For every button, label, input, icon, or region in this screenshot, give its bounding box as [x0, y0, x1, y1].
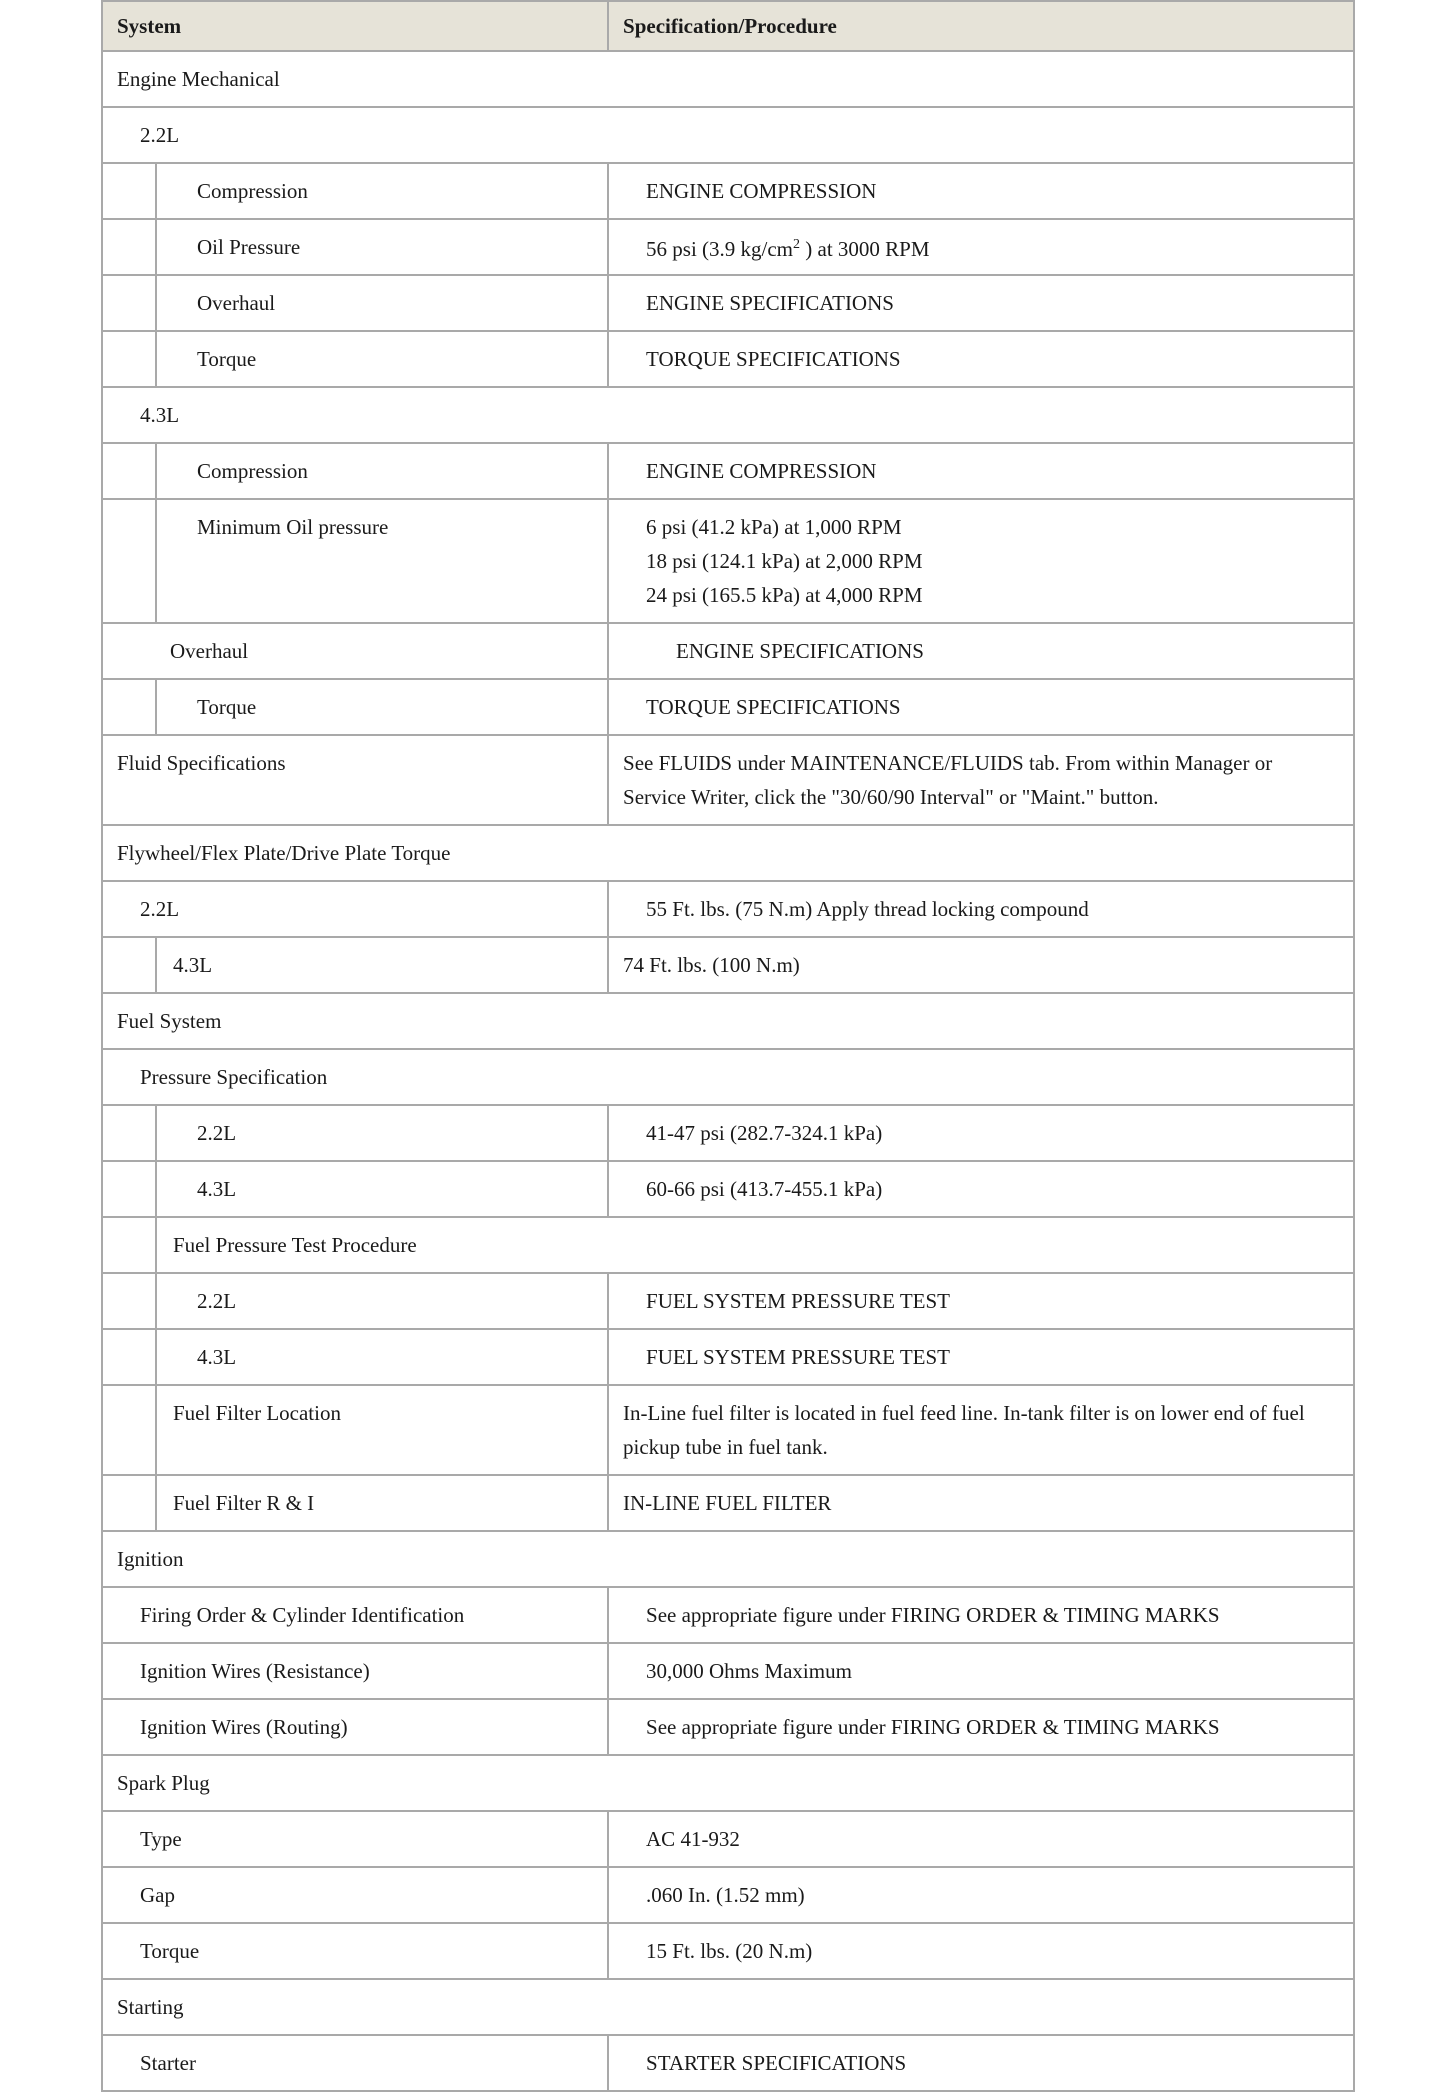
row-value — [608, 1587, 1354, 1643]
section-spark-plug — [102, 1755, 1354, 1811]
table-row — [102, 679, 1354, 735]
cell-text: Specification/Procedure — [623, 14, 837, 38]
row-value — [608, 881, 1354, 937]
row-value — [608, 937, 1354, 993]
subsection-4-3l — [102, 387, 1354, 443]
row-label — [156, 219, 608, 275]
cell-text: 74 Ft. lbs. (100 N.m) — [623, 953, 800, 977]
row-value — [608, 1161, 1354, 1217]
header-system — [102, 1, 608, 51]
indent-cell — [102, 499, 156, 623]
indent-cell — [102, 331, 156, 387]
row-label — [156, 163, 608, 219]
cell-text: AC 41-932 — [646, 1827, 740, 1851]
row-label — [156, 1329, 608, 1385]
cell-text: Fuel System — [117, 1009, 222, 1033]
row-label — [102, 881, 608, 937]
row-value — [608, 219, 1354, 275]
section-row — [102, 1755, 1354, 1811]
cell-text: See appropriate figure under FIRING ORDER & TIMING MARKS — [646, 1715, 1220, 1739]
section-starting — [102, 1979, 1354, 2035]
indent-cell — [102, 1475, 156, 1531]
cell-text: TORQUE SPECIFICATIONS — [646, 347, 901, 371]
cell-text: 41-47 psi (282.7-324.1 kPa) — [646, 1121, 883, 1145]
section-ignition — [102, 1531, 1354, 1587]
row-value — [608, 499, 1354, 623]
min-oil-line: 24 psi (165.5 kPa) at 4,000 RPM — [646, 583, 923, 607]
table-row — [102, 1643, 1354, 1699]
row-value — [608, 1867, 1354, 1923]
row-value — [608, 443, 1354, 499]
indent-cell — [102, 1385, 156, 1475]
cell-text: 2.2L — [197, 1121, 237, 1145]
cell-text: IN-LINE FUEL FILTER — [623, 1491, 832, 1515]
superscript: 2 — [793, 237, 801, 252]
cell-text: ENGINE COMPRESSION — [646, 459, 877, 483]
cell-text: ENGINE SPECIFICATIONS — [676, 639, 924, 663]
table-row — [102, 331, 1354, 387]
row-label — [102, 1923, 608, 1979]
table-row — [102, 1385, 1354, 1475]
section-row — [102, 51, 1354, 107]
cell-text: See FLUIDS under MAINTENANCE/FLUIDS tab. From within Manager or Service Writer, click the "30/60/90 Interval" or "Maint." button. — [623, 751, 1273, 809]
cell-text: See appropriate figure under FIRING ORDER & TIMING MARKS — [646, 1603, 1220, 1627]
subsection-row — [102, 1049, 1354, 1105]
table-row — [102, 1587, 1354, 1643]
cell-text: 30,000 Ohms Maximum — [646, 1659, 852, 1683]
section-row — [102, 1979, 1354, 2035]
section-row — [102, 825, 1354, 881]
row-value — [608, 1273, 1354, 1329]
row-label — [156, 499, 608, 623]
cell-text: 60-66 psi (413.7-455.1 kPa) — [646, 1177, 883, 1201]
min-oil-line: 6 psi (41.2 kPa) at 1,000 RPM — [646, 515, 902, 539]
row-label — [102, 1699, 608, 1755]
cell-text: Starter — [140, 2051, 196, 2075]
table-row — [102, 881, 1354, 937]
row-value — [608, 679, 1354, 735]
oil-pressure-suffix: ) at 3000 RPM — [800, 237, 930, 261]
cell-text: Torque — [197, 695, 257, 719]
table-row — [102, 443, 1354, 499]
table-row — [102, 1329, 1354, 1385]
cell-text: ENGINE COMPRESSION — [646, 179, 877, 203]
table-row — [102, 2035, 1354, 2091]
cell-text: Fuel Filter Location — [173, 1401, 341, 1425]
cell-text: 4.3L — [197, 1345, 237, 1369]
cell-text: Fuel Filter R & I — [173, 1491, 315, 1515]
cell-text: Ignition Wires (Resistance) — [140, 1659, 370, 1683]
row-label — [102, 1811, 608, 1867]
row-value — [608, 163, 1354, 219]
cell-text: FUEL SYSTEM PRESSURE TEST — [646, 1289, 950, 1313]
cell-text: Starting — [117, 1995, 184, 2019]
table-row — [102, 1867, 1354, 1923]
row-value — [608, 2035, 1354, 2091]
cell-text: Gap — [140, 1883, 175, 1907]
row-label — [102, 1867, 608, 1923]
table-row — [102, 163, 1354, 219]
indent-cell — [102, 1105, 156, 1161]
cell-text: Torque — [197, 347, 257, 371]
row-label — [156, 1385, 608, 1475]
row-label — [102, 1643, 608, 1699]
indent-cell — [102, 443, 156, 499]
cell-text: Ignition — [117, 1547, 184, 1571]
table-row — [102, 1475, 1354, 1531]
cell-text: STARTER SPECIFICATIONS — [646, 2051, 907, 2075]
row-label — [156, 443, 608, 499]
subsection-row — [102, 1217, 1354, 1273]
row-value — [608, 1385, 1354, 1475]
row-label — [156, 679, 608, 735]
subsection-test-procedure — [156, 1217, 1354, 1273]
cell-text: Compression — [197, 179, 308, 203]
cell-text: Type — [140, 1827, 182, 1851]
cell-text: Oil Pressure — [197, 235, 301, 259]
cell-text: 4.3L — [173, 953, 213, 977]
indent-cell — [102, 1329, 156, 1385]
cell-text: Flywheel/Flex Plate/Drive Plate Torque — [117, 841, 451, 865]
row-label — [156, 331, 608, 387]
cell-text: 4.3L — [140, 403, 180, 427]
subsection-row — [102, 387, 1354, 443]
subsection-row — [102, 107, 1354, 163]
cell-text: Overhaul — [170, 639, 249, 663]
row-label — [156, 937, 608, 993]
table-row — [102, 1105, 1354, 1161]
cell-text: 2.2L — [140, 897, 180, 921]
cell-text: Pressure Specification — [140, 1065, 328, 1089]
row-value — [608, 1699, 1354, 1755]
row-label — [156, 1475, 608, 1531]
row-value — [608, 331, 1354, 387]
cell-text: Overhaul — [197, 291, 276, 315]
cell-text: Firing Order & Cylinder Identification — [140, 1603, 465, 1627]
cell-text: 4.3L — [197, 1177, 237, 1201]
row-value — [608, 1475, 1354, 1531]
spec-table — [101, 0, 1355, 2092]
cell-text: Compression — [197, 459, 308, 483]
cell-text: Fuel Pressure Test Procedure — [173, 1233, 417, 1257]
row-label — [102, 1587, 608, 1643]
row-label — [156, 275, 608, 331]
indent-cell — [102, 937, 156, 993]
table-row — [102, 1811, 1354, 1867]
cell-text: Ignition Wires (Routing) — [140, 1715, 348, 1739]
cell-text: Fluid Specifications — [117, 751, 286, 775]
table-row — [102, 275, 1354, 331]
header-spec — [608, 1, 1354, 51]
table-row — [102, 735, 1354, 825]
cell-text: Engine Mechanical — [117, 67, 280, 91]
row-value — [608, 1923, 1354, 1979]
cell-text: FUEL SYSTEM PRESSURE TEST — [646, 1345, 950, 1369]
indent-cell — [102, 1273, 156, 1329]
cell-text: ENGINE SPECIFICATIONS — [646, 291, 894, 315]
row-value — [608, 735, 1354, 825]
row-value — [608, 1105, 1354, 1161]
row-label — [156, 1161, 608, 1217]
table-row — [102, 499, 1354, 623]
cell-text: 2.2L — [140, 123, 180, 147]
indent-cell — [102, 163, 156, 219]
section-row — [102, 993, 1354, 1049]
indent-cell — [102, 1217, 156, 1273]
header-row — [102, 1, 1354, 51]
min-oil-line: 18 psi (124.1 kPa) at 2,000 RPM — [646, 549, 923, 573]
cell-text: TORQUE SPECIFICATIONS — [646, 695, 901, 719]
table-row — [102, 1923, 1354, 1979]
section-flywheel — [102, 825, 1354, 881]
oil-pressure-value: 56 psi (3.9 kg/cm — [646, 237, 794, 261]
cell-text: Torque — [140, 1939, 200, 1963]
cell-text: In-Line fuel filter is located in fuel feed line. In-tank filter is on lower end of fuel pickup tube in fuel tank. — [623, 1401, 1305, 1459]
indent-cell — [102, 679, 156, 735]
row-value — [608, 1811, 1354, 1867]
row-label — [156, 1105, 608, 1161]
table-row — [102, 623, 1354, 679]
row-value — [608, 1329, 1354, 1385]
table-row — [102, 219, 1354, 275]
row-label — [102, 735, 608, 825]
table-row — [102, 937, 1354, 993]
cell-text: 15 Ft. lbs. (20 N.m) — [646, 1939, 813, 1963]
table-row — [102, 1699, 1354, 1755]
cell-text: 55 Ft. lbs. (75 N.m) Apply thread locking compound — [646, 897, 1089, 921]
row-value — [608, 275, 1354, 331]
cell-text: .060 In. (1.52 mm) — [646, 1883, 805, 1907]
row-label — [102, 623, 608, 679]
row-label — [156, 1273, 608, 1329]
indent-cell — [102, 275, 156, 331]
subsection-2-2l — [102, 107, 1354, 163]
table-row — [102, 1273, 1354, 1329]
row-value — [608, 1643, 1354, 1699]
row-label — [102, 2035, 608, 2091]
section-fuel-system — [102, 993, 1354, 1049]
cell-text: System — [117, 14, 182, 38]
section-engine-mechanical — [102, 51, 1354, 107]
cell-text: 2.2L — [197, 1289, 237, 1313]
indent-cell — [102, 1161, 156, 1217]
subsection-pressure-spec — [102, 1049, 1354, 1105]
row-value — [608, 623, 1354, 679]
cell-text: Minimum Oil pressure — [197, 515, 389, 539]
table-row — [102, 1161, 1354, 1217]
indent-cell — [102, 219, 156, 275]
section-row — [102, 1531, 1354, 1587]
cell-text: Spark Plug — [117, 1771, 210, 1795]
